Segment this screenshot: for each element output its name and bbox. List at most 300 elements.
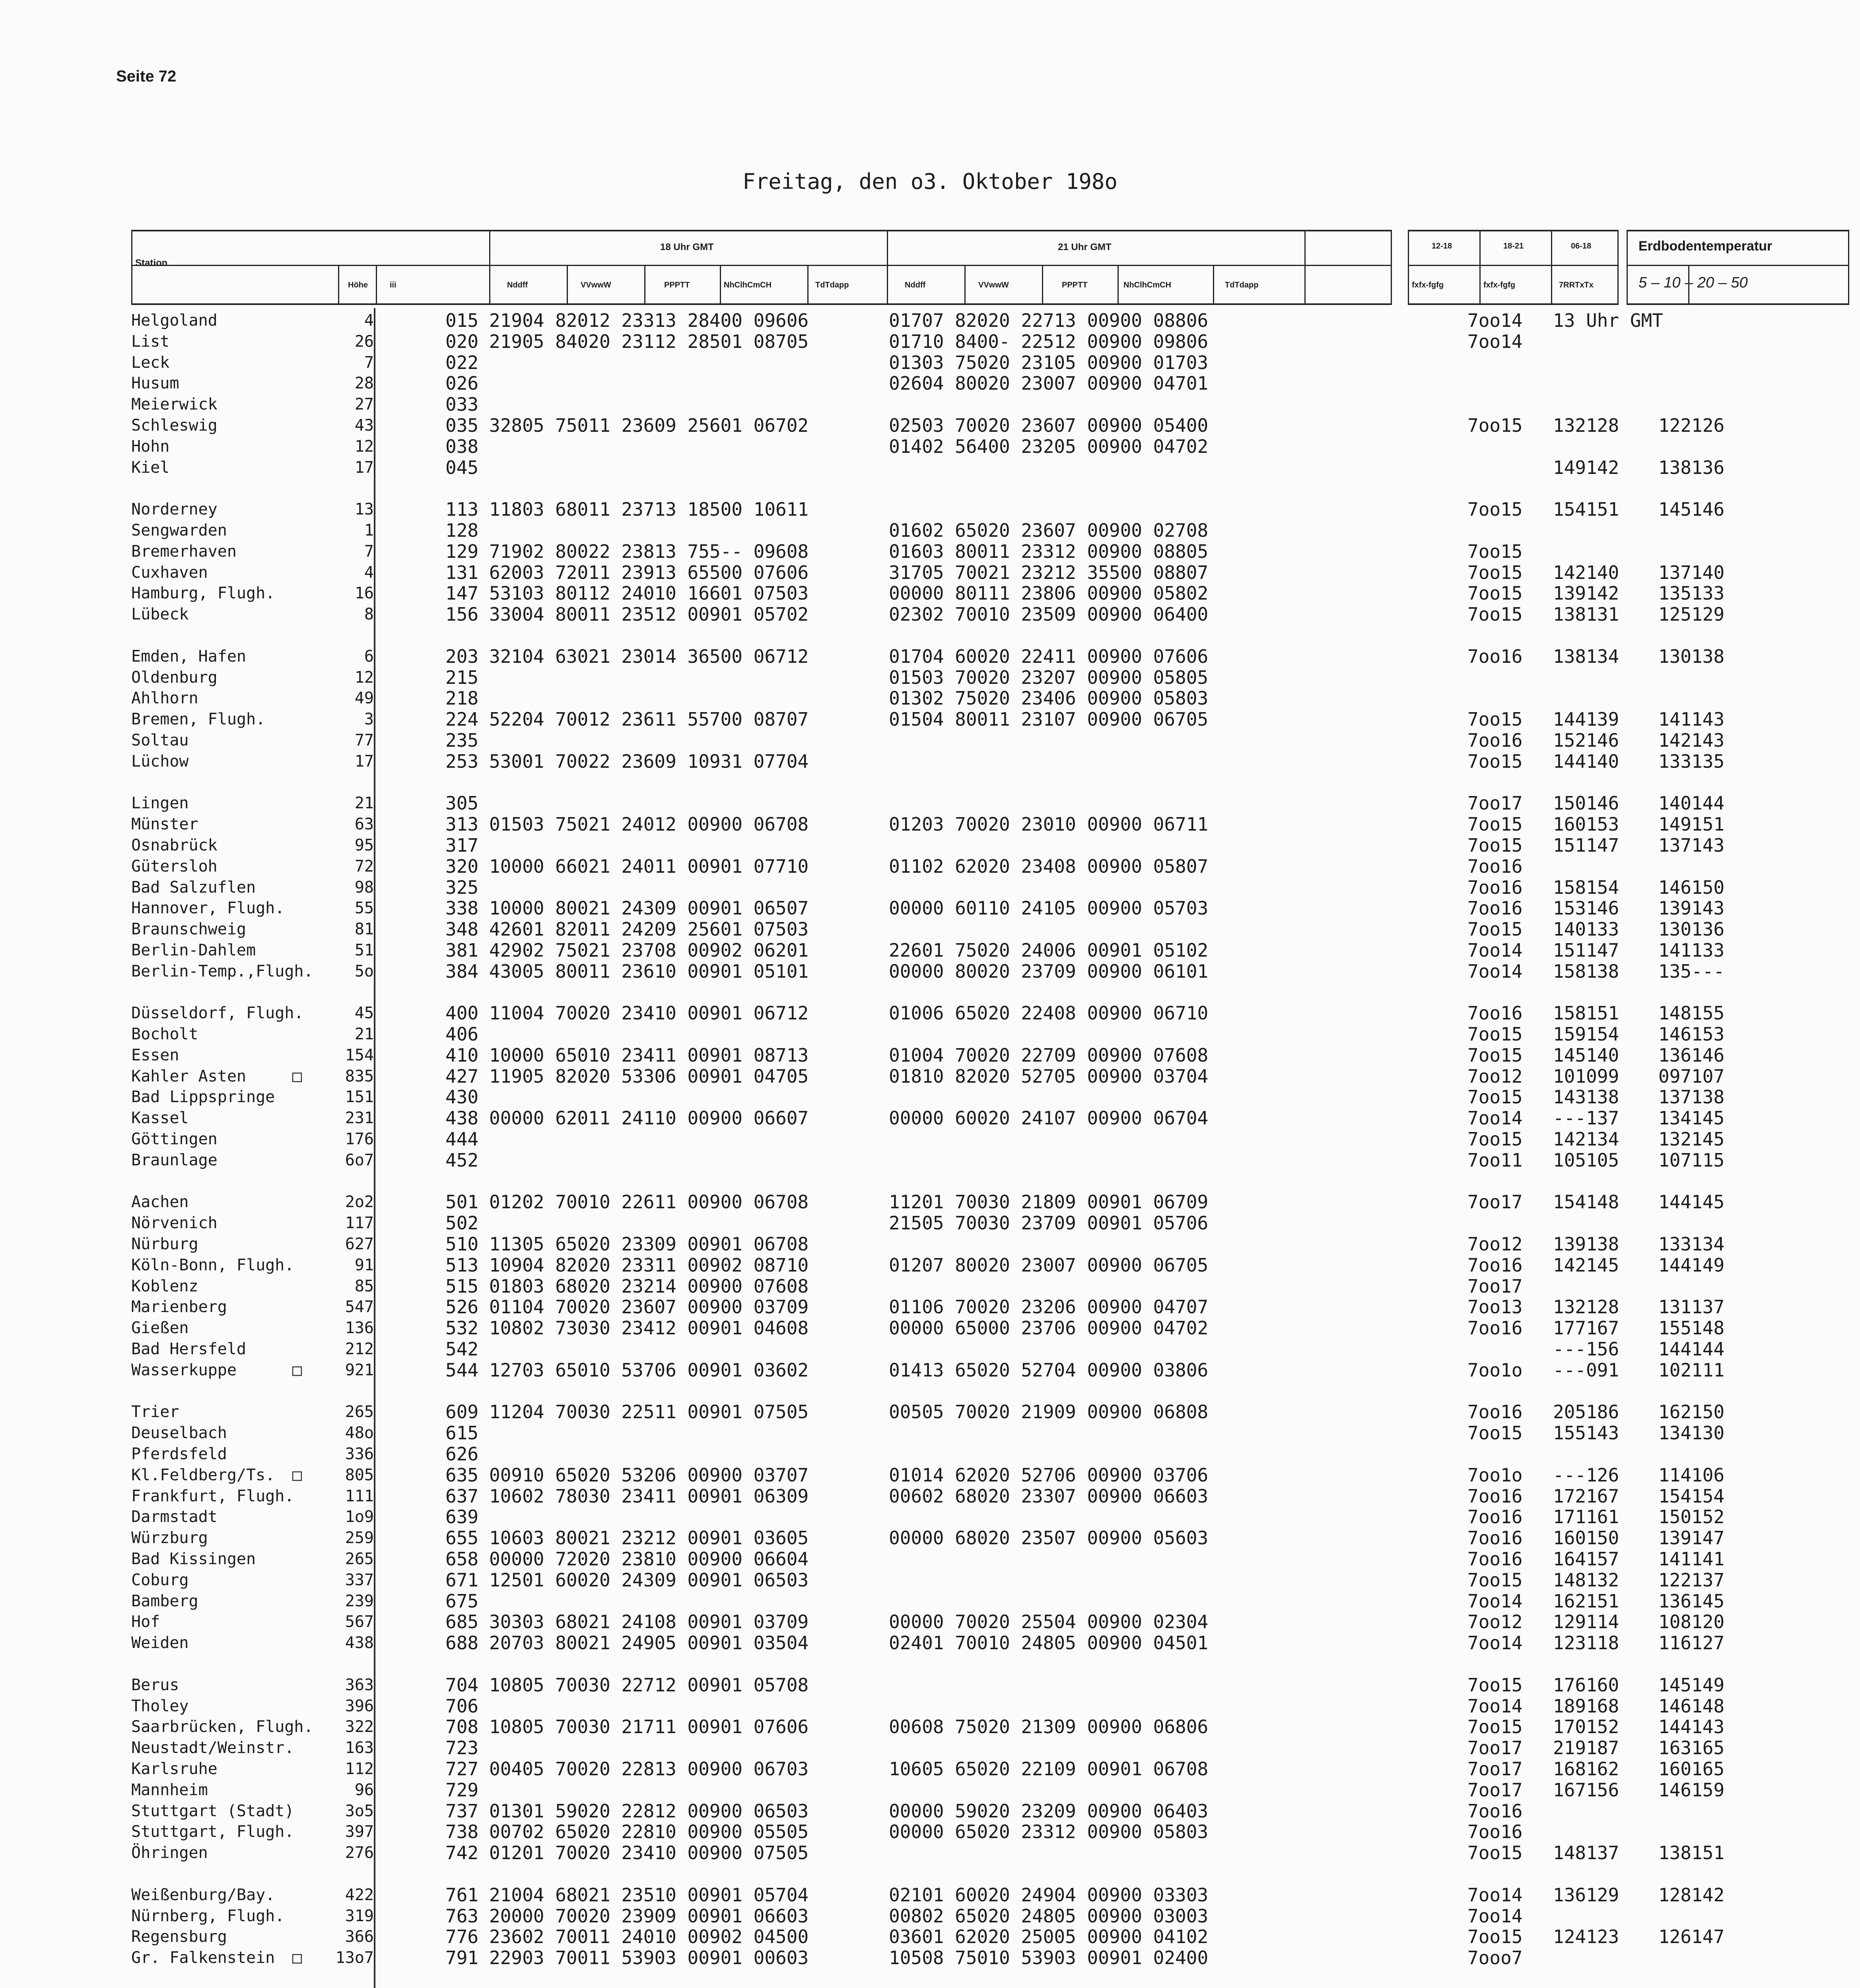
table-row [0, 562, 1860, 583]
obs-21-utc: 01710 8400- 22512 00900 09806 [889, 330, 1209, 352]
obs-18-utc: 00000 72020 23810 00900 06604 [489, 1548, 809, 1570]
table-row [0, 1045, 1860, 1066]
obs-21-utc: 00802 65020 24805 00900 03003 [889, 1905, 1209, 1927]
soil-temp-2: 097107 [1658, 1065, 1725, 1087]
soil-temp-1: 171161 [1553, 1506, 1619, 1528]
obs-21-utc: 01006 65020 22408 00900 06710 [889, 1002, 1209, 1024]
soil-temp-2: 130138 [1658, 645, 1725, 667]
station-group [0, 1192, 1860, 1380]
station-name: Meierwick [131, 395, 218, 414]
obs-21-utc: 00000 59020 23209 00900 06403 [889, 1800, 1209, 1822]
soil-temp-1: 142140 [1553, 561, 1619, 583]
table-row [0, 1108, 1860, 1129]
station-name: Bamberg [131, 1592, 198, 1610]
obs-21-utc: 01603 80011 23312 00900 08805 [889, 540, 1209, 562]
table-header [131, 230, 1773, 305]
temp-code: 7oo15 [1467, 918, 1523, 940]
temp-code: 7oo17 [1467, 1737, 1523, 1759]
obs-18-utc: 11004 70020 23410 00901 06712 [489, 1002, 809, 1024]
soil-temp-1: 151147 [1553, 939, 1619, 961]
soil-temp-1: 138134 [1553, 645, 1619, 667]
station-height: 136 [345, 1319, 374, 1338]
obs-21-utc: 00505 70020 21909 00900 06808 [889, 1401, 1209, 1423]
station-name: Coburg [131, 1571, 189, 1589]
station-id: 026 [445, 373, 479, 394]
soil-temp-2: 131137 [1658, 1296, 1725, 1318]
station-id: 626 [445, 1443, 479, 1465]
soil-temp-2: 149151 [1658, 813, 1725, 835]
table-row [0, 961, 1860, 982]
table-row [0, 1633, 1860, 1654]
soil-temp-1: 144139 [1553, 709, 1619, 730]
temp-code: 7oo11 [1467, 1149, 1523, 1171]
soil-temp-1: 140133 [1553, 918, 1619, 940]
station-height: 396 [345, 1697, 374, 1715]
station-name: Stuttgart (Stadt) [131, 1802, 294, 1820]
table-row [0, 1842, 1860, 1864]
station-name: Koblenz [131, 1277, 198, 1295]
station-height: 3o5 [345, 1802, 374, 1820]
table-row [0, 1611, 1860, 1633]
station-name: Nörvenich [131, 1214, 218, 1233]
soil-temp-2: 140144 [1658, 792, 1725, 814]
station-height: 239 [345, 1592, 374, 1610]
temp-code: 7oo14 [1467, 310, 1523, 331]
temp-code: 7oo16 [1467, 1485, 1523, 1507]
temp-code: 7oo13 [1467, 1296, 1523, 1318]
obs-18-utc: 00910 65020 53206 00900 03707 [489, 1464, 809, 1486]
station-group [0, 1003, 1860, 1171]
station-height: 422 [345, 1885, 374, 1904]
table-row [0, 1885, 1860, 1906]
mountain-station-icon: □ [292, 1067, 302, 1085]
station-height: 4 [364, 311, 374, 330]
station-group [0, 1675, 1860, 1864]
station-height: 49 [354, 689, 374, 708]
station-name: Sengwarden [131, 521, 227, 540]
temp-code: 7oo15 [1467, 414, 1523, 436]
temp-code: 7oo15 [1467, 561, 1523, 583]
temp-code: 7oo16 [1467, 1002, 1523, 1024]
soil-temp-1: 177167 [1553, 1317, 1619, 1339]
temp-code: 7oo14 [1467, 1632, 1523, 1654]
obs-21-utc: 02101 60020 24904 00900 03303 [889, 1884, 1209, 1906]
temp-code: 7oo17 [1467, 1779, 1523, 1801]
station-id: 510 [445, 1233, 479, 1255]
temp-code: 7oo14 [1467, 330, 1523, 352]
obs-18-utc: 33004 80011 23512 00901 05702 [489, 604, 809, 625]
obs-18-utc: 10603 80021 23212 00901 03605 [489, 1527, 809, 1549]
temp-code: 7oo16 [1467, 1401, 1523, 1423]
obs-21-utc: 01106 70020 23206 00900 04707 [889, 1296, 1209, 1318]
sub18-dewpoint: TdTdapp [815, 281, 849, 289]
soil-temp-1: 158151 [1553, 1002, 1619, 1024]
period-12-18-sub: fxfx-fgfg [1412, 281, 1444, 289]
table-row [0, 1486, 1860, 1507]
station-id: 738 [445, 1821, 479, 1843]
station-id: 015 [445, 310, 479, 331]
obs-21-utc: 31705 70021 23212 35500 08807 [889, 561, 1209, 583]
station-height: 259 [345, 1529, 374, 1547]
obs-21-utc: 01102 62020 23408 00900 05807 [889, 855, 1209, 877]
obs-18-utc: 12501 60020 24309 00901 06503 [489, 1569, 809, 1591]
table-row [0, 1129, 1860, 1150]
table-row [0, 646, 1860, 667]
period-06-18-sub: 7RRTxTx [1559, 281, 1594, 289]
table-row [0, 1675, 1860, 1696]
soil-temp-1: 136129 [1553, 1884, 1619, 1906]
soil-temp-2: 146150 [1658, 876, 1725, 898]
obs-21-utc: 01707 82020 22713 00900 08806 [889, 310, 1209, 331]
soil-temp-2: 126147 [1658, 1926, 1725, 1948]
obs-18-utc: 01201 70020 23410 00900 07505 [489, 1842, 809, 1864]
station-name: Kassel [131, 1109, 189, 1128]
table-row [0, 415, 1860, 436]
station-id: 635 [445, 1464, 479, 1486]
station-name: Berus [131, 1675, 179, 1694]
temp-code: 7oo15 [1467, 1128, 1523, 1150]
table-row [0, 751, 1860, 772]
table-row [0, 1738, 1860, 1759]
obs-21-utc: 02503 70020 23607 00900 05400 [889, 414, 1209, 436]
soil-temp-1: 154151 [1553, 499, 1619, 520]
temp-code: 7ooo7 [1467, 1947, 1523, 1969]
station-height: 805 [345, 1466, 374, 1484]
station-height: 151 [345, 1088, 374, 1107]
soil-temp-1: 142145 [1553, 1254, 1619, 1276]
station-id: 639 [445, 1506, 479, 1528]
station-name: Darmstadt [131, 1508, 218, 1526]
station-name: Osnabrück [131, 836, 218, 854]
obs-18-utc: 21004 68021 23510 00901 05704 [489, 1884, 809, 1906]
station-height: 276 [345, 1844, 374, 1862]
station-name: Emden, Hafen [131, 647, 246, 666]
table-row [0, 604, 1860, 625]
station-name: Deuselbach [131, 1424, 227, 1442]
obs-21-utc: 02302 70010 23509 00900 06400 [889, 604, 1209, 625]
obs-18-utc: 20703 80021 24905 00901 03504 [489, 1632, 809, 1654]
temp-code: 7oo17 [1467, 1275, 1523, 1297]
soil-temp-2: 144143 [1658, 1716, 1725, 1738]
soil-temp-2: 144145 [1658, 1191, 1725, 1213]
station-name: Berlin-Temp.,Flugh. [131, 962, 313, 980]
station-height: 397 [345, 1823, 374, 1841]
table-row [0, 814, 1860, 835]
station-height: 16 [354, 584, 374, 603]
soil-temp-2: 133134 [1658, 1233, 1725, 1255]
soil-temp-2: 145146 [1658, 499, 1725, 520]
soil-temp-1: 148132 [1553, 1569, 1619, 1591]
obs-18-utc: 53001 70022 23609 10931 07704 [489, 750, 809, 772]
obs-18-utc: 62003 72011 23913 65500 07606 [489, 561, 809, 583]
station-height: 265 [345, 1550, 374, 1569]
station-id: 033 [445, 394, 479, 415]
station-name: Hohn [131, 437, 170, 456]
station-name: Hannover, Flugh. [131, 899, 285, 918]
table-row [0, 1339, 1860, 1360]
soil-temp-2: 133135 [1658, 750, 1725, 772]
station-name: Lüchow [131, 752, 189, 771]
soil-temp-2: 154154 [1658, 1485, 1725, 1507]
temp-code: 7oo14 [1467, 939, 1523, 961]
soil-temp-1: ---126 [1553, 1464, 1619, 1486]
station-id: 544 [445, 1359, 479, 1381]
table-row [0, 1150, 1860, 1171]
station-id: 022 [445, 351, 479, 373]
soil-temp-2: 144149 [1658, 1254, 1725, 1276]
soil-temp-1: 145140 [1553, 1044, 1619, 1066]
table-row [0, 1716, 1860, 1738]
soil-temp-1: 151147 [1553, 834, 1619, 856]
temp-code: 7oo16 [1467, 1254, 1523, 1276]
temp-code: 7oo17 [1467, 1191, 1523, 1213]
table-row [0, 835, 1860, 856]
erdboden-depths: 5 – 10 – 20 – 50 [1638, 274, 1748, 291]
station-height: 7 [364, 542, 374, 561]
soil-temp-2: 141141 [1658, 1548, 1725, 1570]
temp-code: 7oo16 [1467, 1527, 1523, 1549]
soil-temp-2: 137140 [1658, 561, 1725, 583]
table-row [0, 1360, 1860, 1381]
obs-21-utc: 01203 70020 23010 00900 06711 [889, 813, 1209, 835]
temp-code: 7oo15 [1467, 1422, 1523, 1444]
obs-21-utc: 21505 70030 23709 00901 05706 [889, 1212, 1209, 1234]
station-name: Bad Hersfeld [131, 1340, 246, 1359]
soil-temp-2: 146148 [1658, 1695, 1725, 1717]
soil-temp-2: 148155 [1658, 1002, 1725, 1024]
station-name: Bremen, Flugh. [131, 710, 266, 729]
soil-temp-1: 144140 [1553, 750, 1619, 772]
soil-temp-2: 102111 [1658, 1359, 1725, 1381]
station-id: 655 [445, 1527, 479, 1549]
station-id: 706 [445, 1695, 479, 1717]
table-row [0, 1192, 1860, 1213]
table-row [0, 1591, 1860, 1612]
soil-temp-1: 138131 [1553, 604, 1619, 625]
sub18-clouds: NhClhCmCH [724, 281, 772, 289]
station-height: 835 [345, 1067, 374, 1085]
station-id: 761 [445, 1884, 479, 1906]
table-row [0, 730, 1860, 751]
table-row [0, 1003, 1860, 1024]
obs-21-utc: 00000 80111 23806 00900 05802 [889, 582, 1209, 604]
station-height: 7 [364, 353, 374, 372]
temp-code: 7oo17 [1467, 792, 1523, 814]
soil-temp-2: 162150 [1658, 1401, 1725, 1423]
table-row [0, 1821, 1860, 1842]
station-name: Düsseldorf, Flugh. [131, 1004, 304, 1023]
station-id: 235 [445, 729, 479, 751]
obs-18-utc: 43005 80011 23610 00901 05101 [489, 960, 809, 982]
station-id: 156 [445, 604, 479, 625]
station-name: Bocholt [131, 1025, 198, 1044]
obs-18-utc: 10000 66021 24011 00901 07710 [489, 855, 809, 877]
temp-code: 7oo16 [1467, 645, 1523, 667]
soil-temp-1: 160150 [1553, 1527, 1619, 1549]
soil-temp-1: 219187 [1553, 1737, 1619, 1759]
station-id: 513 [445, 1254, 479, 1276]
station-height: 72 [354, 857, 374, 876]
table-row [0, 940, 1860, 961]
station-id: 658 [445, 1548, 479, 1570]
soil-temp-2: 116127 [1658, 1632, 1725, 1654]
station-id: 218 [445, 687, 479, 709]
station-id: 742 [445, 1842, 479, 1864]
obs-18-utc: 11204 70030 22511 00901 07505 [489, 1401, 809, 1423]
soil-temp-2: 136145 [1658, 1590, 1725, 1612]
station-name: Karlsruhe [131, 1759, 218, 1778]
station-name: Weißenburg/Bay. [131, 1885, 275, 1904]
station-height: 43 [354, 416, 374, 435]
soil-temp-2: 138136 [1658, 456, 1725, 478]
station-height: 163 [345, 1739, 374, 1757]
station-height: 231 [345, 1109, 374, 1128]
soil-temp-1: 132128 [1553, 414, 1619, 436]
table-row [0, 436, 1860, 457]
soil-temp-1: 162151 [1553, 1590, 1619, 1612]
station-height: 45 [354, 1004, 374, 1023]
hoehe-header: Höhe [348, 281, 368, 289]
report-date: Freitag, den o3. Oktober 198o [742, 169, 1118, 194]
temp-code: 7oo15 [1467, 1716, 1523, 1738]
station-group [0, 1885, 1860, 1969]
mountain-station-icon: □ [292, 1466, 302, 1484]
temp-code: 7oo15 [1467, 604, 1523, 625]
soil-temp-1: 142134 [1553, 1128, 1619, 1150]
temp-code: 7oo15 [1467, 709, 1523, 730]
table-row [0, 667, 1860, 688]
temp-code: 7oo12 [1467, 1065, 1523, 1087]
station-height: 921 [345, 1361, 374, 1379]
table-row [0, 793, 1860, 814]
station-height: 96 [354, 1780, 374, 1799]
obs-18-utc: 10602 78030 23411 00901 06309 [489, 1485, 809, 1507]
temp-code: 7oo17 [1467, 1758, 1523, 1780]
station-id: 637 [445, 1485, 479, 1507]
temp-code: 7oo16 [1467, 1800, 1523, 1822]
soil-temp-2: 163165 [1658, 1737, 1725, 1759]
temp-code: 7oo15 [1467, 582, 1523, 604]
obs-18-utc: 00000 62011 24110 00900 06607 [489, 1107, 809, 1129]
station-name: Schleswig [131, 416, 218, 435]
station-height: 6o7 [345, 1151, 374, 1169]
temp-code: 7oo1o [1467, 1359, 1523, 1381]
station-height: 1o9 [345, 1508, 374, 1526]
station-height: 55 [354, 899, 374, 918]
station-height: 5o [354, 962, 374, 980]
station-name: Stuttgart, Flugh. [131, 1823, 294, 1841]
soil-temp-1: 158154 [1553, 876, 1619, 898]
soil-temp-1: 105105 [1553, 1149, 1619, 1171]
station-height: 26 [354, 332, 374, 351]
station-id: 317 [445, 834, 479, 856]
temp-code: 7oo16 [1467, 876, 1523, 898]
soil-temp-1: 101099 [1553, 1065, 1619, 1087]
soil-temp-2: 160165 [1658, 1758, 1725, 1780]
temp-code: 7oo14 [1467, 1884, 1523, 1906]
obs-21-utc: 01302 75020 23406 00900 05803 [889, 687, 1209, 709]
station-name: Bad Salzuflen [131, 878, 256, 897]
table-row [0, 688, 1860, 709]
obs-21-utc: 01014 62020 52706 00900 03706 [889, 1464, 1209, 1486]
station-name: Essen [131, 1046, 179, 1064]
obs-18-utc: 01202 70010 22611 00900 06708 [489, 1191, 809, 1213]
station-id: 348 [445, 918, 479, 940]
station-name: Braunschweig [131, 920, 246, 939]
soil-temp-2: 122137 [1658, 1569, 1725, 1591]
station-id: 526 [445, 1296, 479, 1318]
soil-temp-1: 150146 [1553, 792, 1619, 814]
obs-21-utc: 02401 70010 24805 00900 04501 [889, 1632, 1209, 1654]
obs-21-utc: 00000 60110 24105 00900 05703 [889, 897, 1209, 919]
station-height: 117 [345, 1214, 374, 1233]
station-group [0, 310, 1860, 478]
soil-temp-1: 154148 [1553, 1191, 1619, 1213]
temp-code: 7oo15 [1467, 750, 1523, 772]
station-group [0, 1402, 1860, 1654]
station-id: 502 [445, 1212, 479, 1234]
uhr18-header: 18 Uhr GMT [660, 242, 714, 252]
station-name: Cuxhaven [131, 563, 208, 582]
station-id: 427 [445, 1065, 479, 1087]
soil-temp-2: 125129 [1658, 604, 1725, 625]
table-row [0, 1318, 1860, 1339]
station-height: 51 [354, 941, 374, 959]
station-height: 98 [354, 878, 374, 897]
obs-21-utc: 00000 65020 23312 00900 05803 [889, 1821, 1209, 1843]
table-row [0, 1801, 1860, 1822]
sub21-dewpoint: TdTdapp [1225, 281, 1259, 289]
table-row [0, 1759, 1860, 1780]
station-name: Nürnberg, Flugh. [131, 1906, 285, 1925]
soil-temp-2: 150152 [1658, 1506, 1725, 1528]
temp-code: 7oo15 [1467, 834, 1523, 856]
station-height: 13 [354, 500, 374, 519]
station-id: 147 [445, 582, 479, 604]
obs-21-utc: 01413 65020 52704 00900 03806 [889, 1359, 1209, 1381]
station-height: 91 [354, 1256, 374, 1274]
soil-temp-1: 164157 [1553, 1548, 1619, 1570]
temp-code: 7oo15 [1467, 1926, 1523, 1948]
temp-code: 7oo12 [1467, 1233, 1523, 1255]
table-row [0, 919, 1860, 940]
station-name: Bad Lippspringe [131, 1088, 275, 1107]
sub21-clouds: NhClhCmCH [1123, 281, 1171, 289]
station-height: 4 [364, 563, 374, 582]
table-row [0, 1947, 1860, 1969]
station-name: Kiel [131, 458, 170, 477]
table-row [0, 520, 1860, 541]
mountain-station-icon: □ [292, 1361, 302, 1379]
station-id: 224 [445, 709, 479, 730]
station-id: 515 [445, 1275, 479, 1297]
obs-21-utc: 00608 75020 21309 00900 06806 [889, 1716, 1209, 1738]
table-row [0, 1549, 1860, 1570]
temp-code: 7oo16 [1467, 1548, 1523, 1570]
obs-21-utc: 11201 70030 21809 00901 06709 [889, 1191, 1209, 1213]
obs-18-utc: 10000 80021 24309 00901 06507 [489, 897, 809, 919]
table-row [0, 310, 1860, 331]
temp-code: 7oo12 [1467, 1611, 1523, 1633]
obs-21-utc: 10508 75010 53903 00901 02400 [889, 1947, 1209, 1969]
table-row [0, 898, 1860, 919]
temp-code: 7oo16 [1467, 1506, 1523, 1528]
soil-temp-2: 139143 [1658, 897, 1725, 919]
station-height: 13o7 [335, 1949, 374, 1967]
obs-18-utc: 10805 70030 22712 00901 05708 [489, 1674, 809, 1696]
station-height: 366 [345, 1928, 374, 1946]
station-height: 85 [354, 1277, 374, 1295]
